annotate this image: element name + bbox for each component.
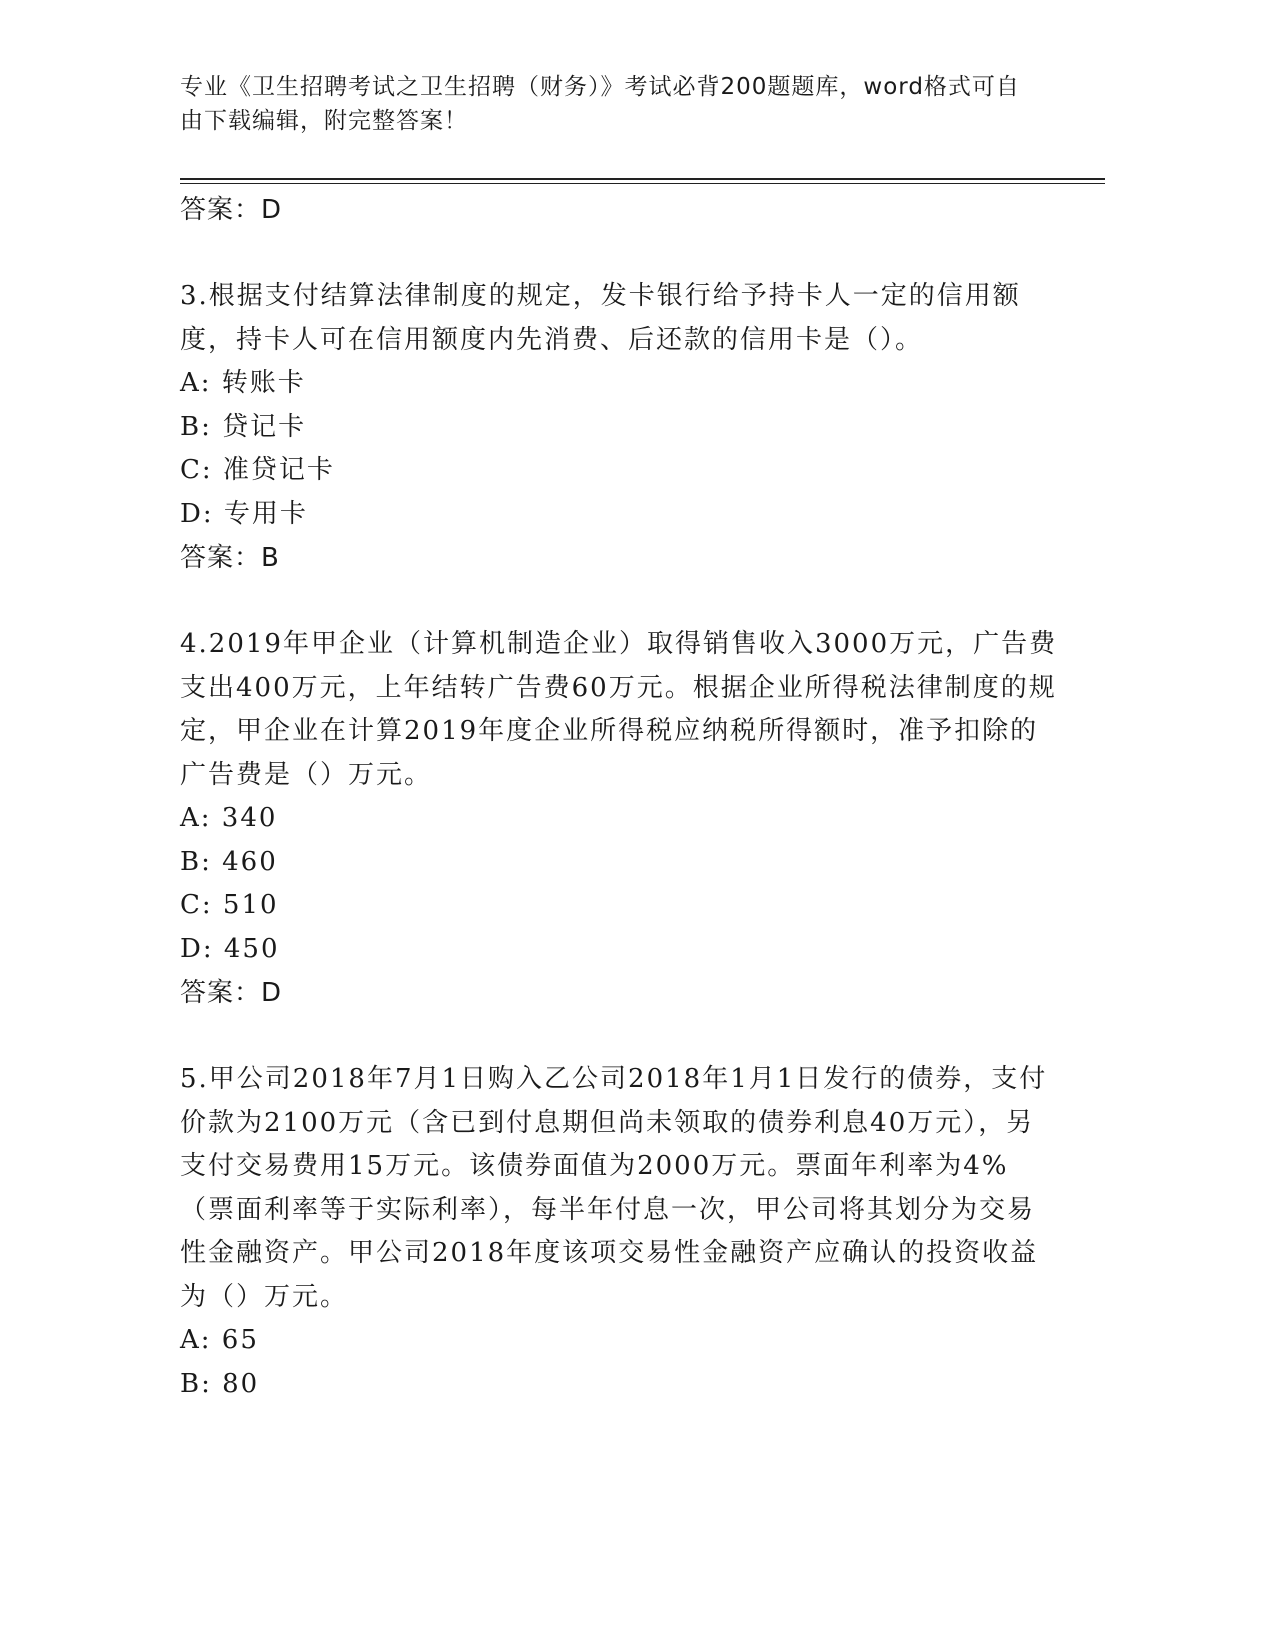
document-body [180, 188, 1060, 1406]
option-b: B: 贷记卡 [180, 411, 307, 442]
question-stem: 5.甲公司2018年7月1日购入乙公司2018年1月1日发行的债券，支付价款为2100万元（含已到付息期但尚未领取的债券利息40万元），另支付交易费用15万元。该债券面值为2000万元。票面年利率为4%（票面利率等于实际利率），每半年付息一次，甲公司将其划分为交易性金融资产。甲公司2018年度该项交易性金融资产应确认的投资收益为（）万元。 [180, 1064, 1048, 1312]
option-b: B: 460 [180, 846, 278, 877]
document-header: 专业《卫生招聘考试之卫生招聘（财务）》考试必背200题题库，word格式可自由下载编辑，附完整答案！ [180, 74, 1020, 134]
option-a: A: 转账卡 [180, 368, 306, 398]
option-d: D: 450 [180, 933, 280, 964]
option-c: C: 准贷记卡 [180, 455, 335, 485]
question-4 [180, 623, 1060, 1015]
option-c: C: 510 [180, 890, 279, 920]
answer-line: 答案：D [180, 195, 283, 225]
answer-line: 答案：B [180, 543, 280, 573]
option-a: A: 340 [180, 803, 278, 833]
question-stem: 4.2019年甲企业（计算机制造企业）取得销售收入3000万元，广告费支出400万元，上年结转广告费60万元。根据企业所得税法律制度的规定，甲企业在计算2019年度企业所得税应纳税所得额时，准予扣除的广告费是（）万元。 [180, 629, 1058, 790]
question-3 [180, 275, 1060, 580]
header-rule-thin [180, 183, 1105, 184]
option-d: D: 专用卡 [180, 498, 308, 529]
header-rule-thick [180, 178, 1105, 180]
question-stem: 3.根据支付结算法律制度的规定，发卡银行给予持卡人一定的信用额度，持卡人可在信用额度内先消费、后还款的信用卡是（）。 [180, 281, 1021, 355]
answer-line: 答案：D [180, 978, 283, 1008]
option-a: A: 65 [180, 1325, 259, 1355]
question-5 [180, 1058, 1060, 1406]
option-b: B: 80 [180, 1368, 260, 1399]
